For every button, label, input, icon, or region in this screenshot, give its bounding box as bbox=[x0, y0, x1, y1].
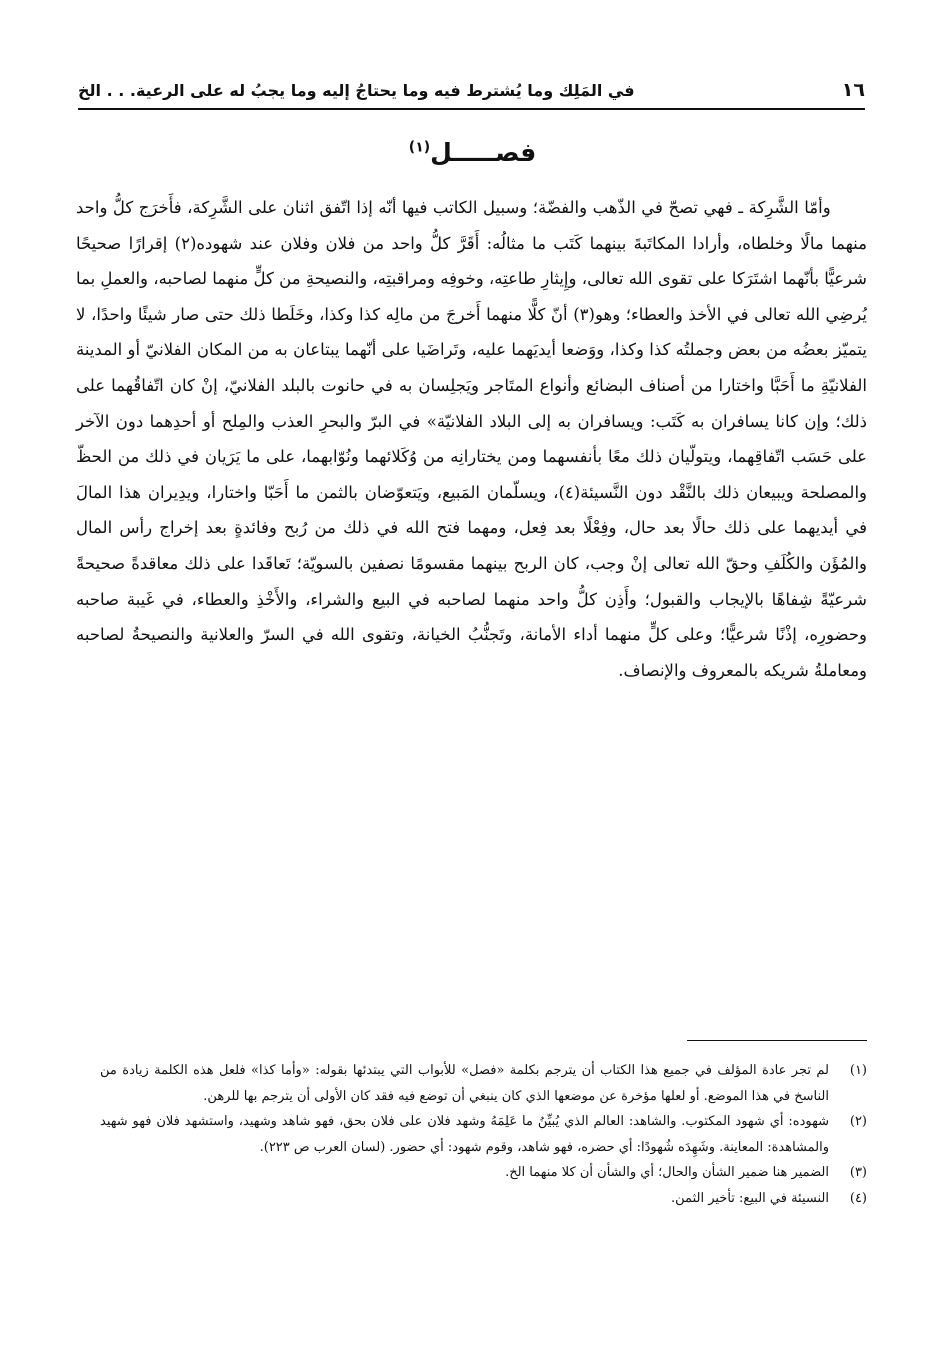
body-paragraph: وأمّا الشَّرِكة ـ فهي تصحّ في الذّهب والفضّة؛ وسبيل الكاتب فيها أنّه إذا اتّفق اثنان على الشَّرِكة، فأَخرَج كلُّ واحد منهما مالًا وخلطاه، وأرادا المكاتَبةَ بينهما كَتَب ما مثالُه: أَقَرَّ كلُّ واحد من فلان وفلان عند شهوده(٢) إقرارًا صحيحًا شرعيًّا بأنّهما اشتَرَكا على تقوى الله تعالى، وإِيثارِ طاعتِه، وخوفِه ومراقبتِه، والنصيحةِ من كلٍّ منهما لصاحبه، والعملِ بما يُرضِي الله تعالى في الأخذ والعطاء؛ وهو(٣) أنّ كلًّا منهما أَخرجَ من مالِه كذا وكذا، وخَلَطا ذلك حتى صار شيئًا واحدًا، لا يتميّز بعضُه من بعض وجملتُه كذا وكذا، ووَضعا أيديَهما عليه، وتَراضَيا على أنّهما يبتاعان به من المكان الفلانيّ أو المدينة الفلانيّةِ ما أَحَبَّا واختارا من أصناف البضائع وأنواع المتَاجر ويَجلِسان به في حانوت بالبلد الفلانيّ، إنْ كان اتّفاقُهما على ذلك؛ وإن كانا يسافران به كَتَب: ويسافران به إلى البلاد الفلانيّة» في البرّ والبحرِ العذب والمِلح أو أحدِهما دون الآخر على حَسَب اتّفاقِهما، ويتولّيان ذلك معًا بأنفسهما ومن يختارانِه من وُكَلائهما ونُوّابهما، على ما يَرَيان في ذلك من الحظّ والمصلحة ويبيعان ذلك بالنَّقْد دون النَّسيئة(٤)، ويسلّمان المَبيع، ويَتعوّضان بالثمن ما أَحَبّا واختارا، ويدِيران هذا المالَ في أيديهما على ذلك حالًا بعد حال، وفِعْلًا بعد فِعل، ومهما فتح الله في ذلك من رُبح وفائدةٍ بعد إخراج رأس المال والمُؤَن والكُلَفِ وحقّ الله تعالى إنْ وجب، كان الربح بينهما مقسومًا نصفين بالسويّة؛ تَعاقَدا على ذلك معاقدةً صحيحةً شرعيّةً شِفاهًا بالإيجاب والقبول؛ وأَذِن كلُّ واحد منهما لصاحبه في البيع والشراء، والأَخْذِ والعطاء، في غَيبة صاحبه وحضورِه، إذْنًا شرعيًّا؛ وعلى كلٍّ منهما أداء الأمانة، وتَجنُّبُ الخيانة، وتقوى الله في السرّ والعلانية والنصيحةُ لصاحبه ومعاملةُ شريكه بالمعروف والإنصاف. bbox=[76, 198, 867, 680]
running-title: في المَلِك وما يُشترط فيه وما يحتاجُ إليه وما يجبُ له على الرعية. . . الخ bbox=[78, 80, 635, 100]
section-heading bbox=[0, 138, 945, 167]
footnote-text: الضمير هنا ضمير الشأن والحال؛ أي والشأن أن كلا منهما الخ. bbox=[505, 1165, 829, 1180]
footnote-number: (٤) bbox=[849, 1190, 867, 1206]
page-number: ١٦ bbox=[841, 79, 865, 101]
running-head bbox=[78, 72, 865, 110]
body-text bbox=[76, 190, 867, 688]
footnote bbox=[100, 1186, 867, 1212]
footnote bbox=[100, 1160, 867, 1186]
footnote-text: شهوده: أي شهود المكتوب. والشاهد: العالم الذي يُبيِّنُ ما عَلِمَهُ وشهد فلان على فلان بحق، فهو شاهد وشهيد، واستشهد فلان فهو شهيد والمشاهدة: المعاينة. وشَهِدَه شُهودًا: أي حضره، فهو شاهد، وقوم شهود: أي حضور. (لسان العرب ص ٢٢٣). bbox=[100, 1114, 829, 1155]
section-heading-text: فصـــــل bbox=[430, 138, 537, 167]
footnote bbox=[100, 1109, 867, 1160]
footnote-separator bbox=[687, 1040, 867, 1041]
footnote-number: (٣) bbox=[849, 1165, 867, 1180]
footnote bbox=[100, 1058, 867, 1109]
footnote-number: (١) bbox=[849, 1063, 867, 1078]
footnote-text: النسيئة في البيع: تأخير الثمن. bbox=[671, 1190, 829, 1206]
footnotes bbox=[100, 1058, 867, 1211]
footnote-number: (٢) bbox=[849, 1114, 867, 1129]
heading-footnote-mark: (١) bbox=[408, 139, 431, 156]
footnote-text: لم تجر عادة المؤلف في جميع هذا الكتاب أن يترجم بكلمة «فصل» للأبواب التي يبتدئها بقوله: «وأما كذا» فلعل هذه الكلمة زيادة من الناسخ في هذا الموضع. أو لعلها مؤخرة عن موضعها الذي كان ينبغي أن توضع فيه فقد كان الأولى أن يترجم بها للرهن. bbox=[100, 1063, 829, 1104]
